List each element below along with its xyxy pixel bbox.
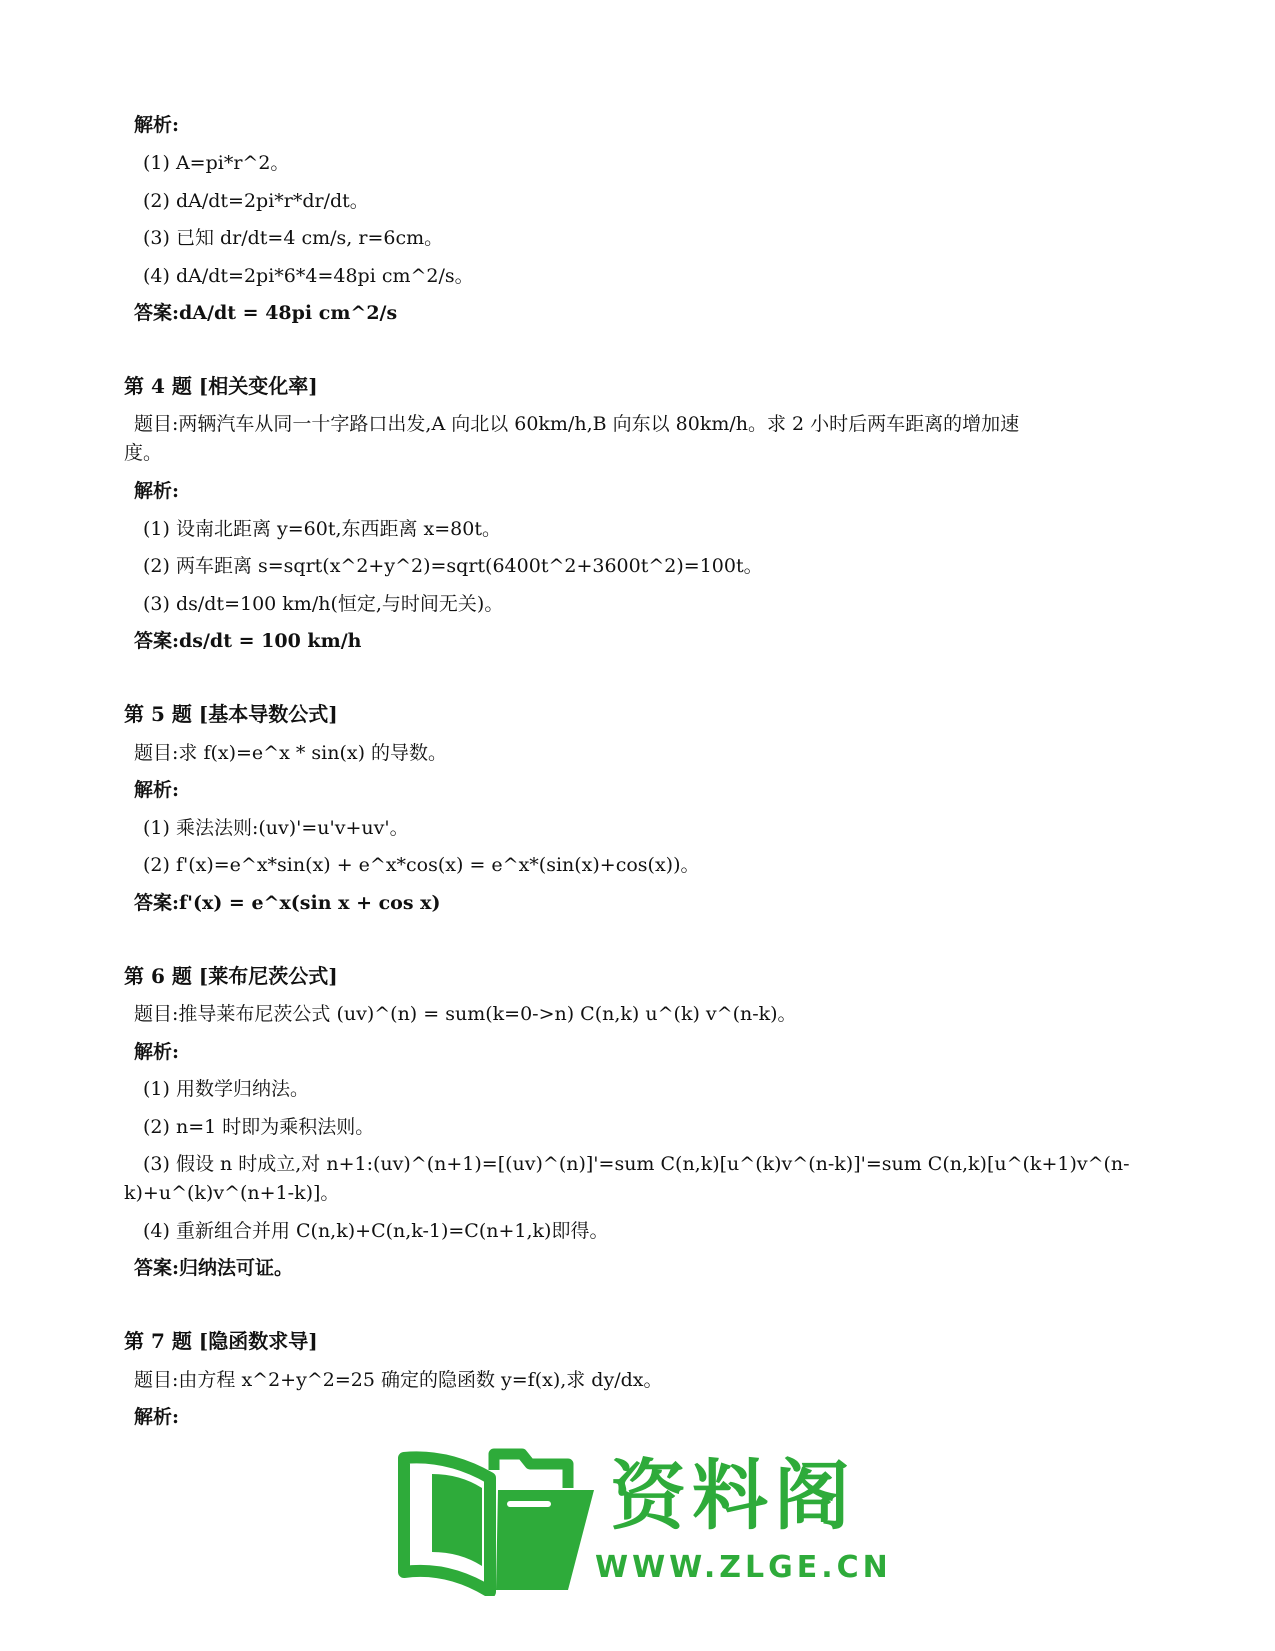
q3-analysis-label: 解析: [134,114,180,136]
q4-heading: 第 4 题 [相关变化率] [124,374,318,398]
q6-step-3-line-1: (3) 假设 n 时成立,对 n+1:(uv)^(n+1)=[(uv)^(n)]'=sum C(n,k)[u^(k)v^(n-k)]'=sum C(n,k)[u^(k+1)v^(n- [143,1153,1130,1175]
q4-step-1: (1) 设南北距离 y=60t,东西距离 x=80t。 [143,518,501,540]
q5-step-2: (2) f'(x)=e^x*sin(x) + e^x*cos(x) = e^x*(sin(x)+cos(x))。 [143,854,700,876]
q5-heading: 第 5 题 [基本导数公式] [124,702,338,726]
q6-answer: 答案:归纳法可证。 [134,1257,294,1279]
watermark-url: WWW.ZLGE.CN [595,1550,892,1585]
q4-step-3: (3) ds/dt=100 km/h(恒定,与时间无关)。 [143,593,504,615]
q5-problem: 题目:求 f(x)=e^x * sin(x) 的导数。 [134,742,448,764]
q4-answer: 答案:ds/dt = 100 km/h [134,630,362,652]
q6-problem: 题目:推导莱布尼茨公式 (uv)^(n) = sum(k=0->n) C(n,k) u^(k) v^(n-k)。 [134,1003,797,1025]
q6-step-4: (4) 重新组合并用 C(n,k)+C(n,k-1)=C(n+1,k)即得。 [143,1220,609,1242]
q5-analysis-label: 解析: [134,779,180,801]
q6-heading: 第 6 题 [莱布尼茨公式] [124,964,338,988]
q3-answer: 答案:dA/dt = 48pi cm^2/s [134,302,398,324]
q3-step-3: (3) 已知 dr/dt=4 cm/s, r=6cm。 [143,227,444,249]
q3-step-1: (1) A=pi*r^2。 [143,152,290,174]
watermark-logo [398,1448,892,1596]
q6-step-2: (2) n=1 时即为乘积法则。 [143,1116,375,1138]
q3-step-2: (2) dA/dt=2pi*r*dr/dt。 [143,190,369,212]
q5-answer: 答案:f'(x) = e^x(sin x + cos x) [134,892,441,914]
q4-problem-line-2: 度。 [124,442,163,464]
q6-step-3-line-2: k)+u^(k)v^(n+1-k)]。 [124,1182,340,1204]
q7-heading: 第 7 题 [隐函数求导] [124,1329,318,1353]
q7-analysis-label: 解析: [134,1406,180,1428]
book-folder-icon [398,1448,598,1596]
q6-step-1: (1) 用数学归纳法。 [143,1078,309,1100]
q5-step-1: (1) 乘法法则:(uv)'=u'v+uv'。 [143,817,409,839]
q4-analysis-label: 解析: [134,480,180,502]
watermark-title: 资料阁 [610,1451,856,1540]
q4-problem-line-1: 题目:两辆汽车从同一十字路口出发,A 向北以 60km/h,B 向东以 80km/h。求 2 小时后两车距离的增加速 [134,413,1020,435]
q3-step-4: (4) dA/dt=2pi*6*4=48pi cm^2/s。 [143,265,474,287]
q7-problem: 题目:由方程 x^2+y^2=25 确定的隐函数 y=f(x),求 dy/dx。 [134,1369,663,1391]
q6-analysis-label: 解析: [134,1041,180,1063]
q4-step-2: (2) 两车距离 s=sqrt(x^2+y^2)=sqrt(6400t^2+3600t^2)=100t。 [143,555,763,577]
